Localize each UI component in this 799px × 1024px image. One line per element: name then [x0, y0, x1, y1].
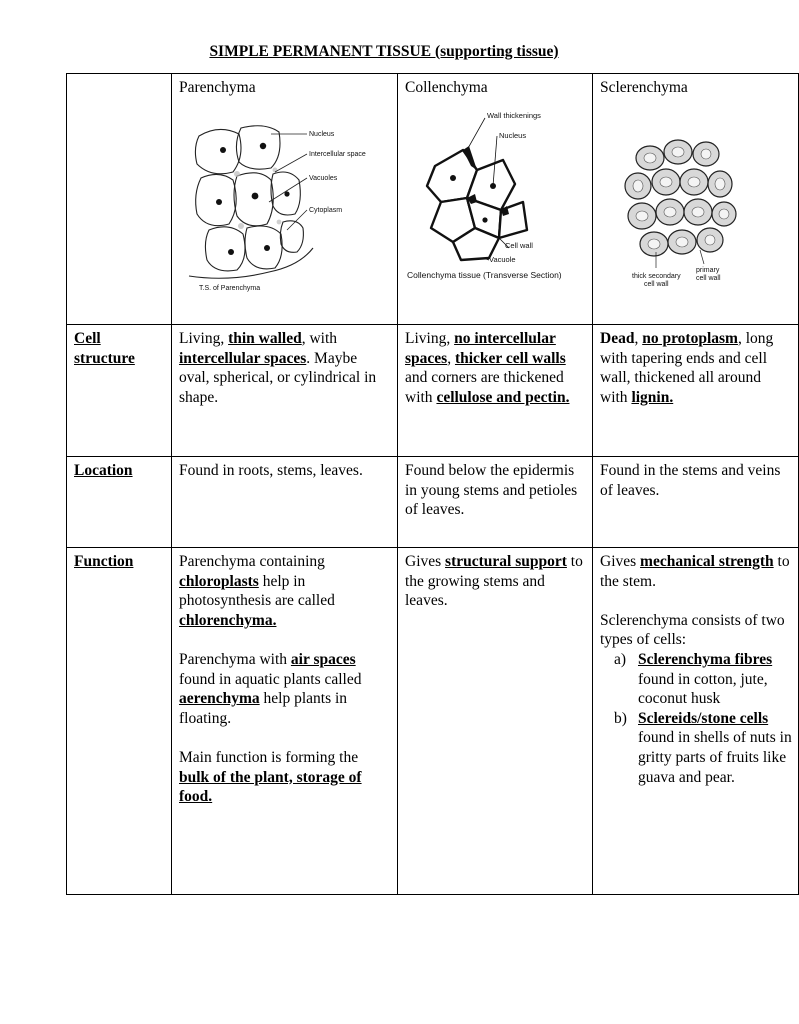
- label-thick-secondary: thick secondary: [632, 272, 681, 280]
- function-collenchyma: Gives structural support to the growing stems and leaves.: [398, 548, 593, 895]
- function-sclerenchyma: [593, 548, 799, 895]
- parenchyma-caption: T.S. of Parenchyma: [199, 284, 261, 292]
- cell-structure-sclerenchyma: Dead, no protoplasm, long with tapering ends and cell wall, thickened all around with lignin.: [593, 325, 799, 457]
- row-cell-structure: [67, 325, 799, 457]
- sclerenchyma-diagram: [600, 106, 775, 291]
- cell-structure-parenchyma: Living, thin walled, with intercellular spaces. Maybe oval, spherical, or cylindrical in shape.: [172, 325, 398, 457]
- label-intercellular-space: Intercellular space: [309, 150, 366, 158]
- list-item: b) Sclereids/stone cells found in shells of nuts in gritty parts of fruits like guava and pear.: [614, 709, 792, 786]
- tissue-comparison-table: [66, 73, 799, 895]
- label-vacuoles: Vacuoles: [309, 174, 338, 182]
- label-cytoplasm: Cytoplasm: [309, 206, 343, 214]
- sclerenchyma-cell-types-list: [600, 650, 792, 787]
- corner-cell: [67, 74, 172, 325]
- location-collenchyma: Found below the epidermis in young stems and petioles of leaves.: [398, 457, 593, 548]
- label-cell-wall: Cell wall: [505, 240, 533, 250]
- header-parenchyma: [172, 74, 398, 325]
- header-collenchyma-label: Collenchyma: [405, 79, 488, 96]
- header-parenchyma-label: Parenchyma: [179, 79, 256, 96]
- row-label-cell-structure: Cell structure: [67, 325, 172, 457]
- location-sclerenchyma: Found in the stems and veins of leaves.: [593, 457, 799, 548]
- row-label-function: Function: [67, 548, 172, 895]
- cell-structure-collenchyma: Living, no intercellular spaces, thicker cell walls and corners are thickened with cellulose and pectin.: [398, 325, 593, 457]
- function-parenchyma-p2: Parenchyma with air spaces found in aquatic plants called aerenchyma help plants in floating.: [179, 650, 362, 727]
- label-wall-thickenings: Wall thickenings: [487, 110, 541, 120]
- header-collenchyma: [398, 74, 593, 325]
- row-function: [67, 548, 799, 895]
- list-item: a) Sclerenchyma fibres found in cotton, jute, coconut husk: [614, 650, 773, 708]
- row-label-location: Location: [67, 457, 172, 548]
- label-primary-cell-wall: cell wall: [696, 274, 721, 282]
- row-location: [67, 457, 799, 548]
- function-sclerenchyma-intro: Sclerenchyma consists of two types of cells:: [600, 611, 785, 649]
- header-sclerenchyma-label: Sclerenchyma: [600, 79, 688, 96]
- header-sclerenchyma: [593, 74, 799, 325]
- collenchyma-diagram: [405, 106, 570, 286]
- location-parenchyma: Found in roots, stems, leaves.: [172, 457, 398, 548]
- function-sclerenchyma-p1: Gives mechanical strength to the stem.: [600, 553, 790, 590]
- parenchyma-diagram: [179, 106, 369, 296]
- function-parenchyma: [172, 548, 398, 895]
- label-vacuole: Vacuole: [489, 254, 516, 264]
- label-primary: primary: [696, 266, 720, 274]
- label-collenchyma-nucleus: Nucleus: [499, 130, 527, 140]
- label-nucleus: Nucleus: [309, 130, 335, 138]
- function-parenchyma-p3: Main function is forming the bulk of the plant, storage of food.: [179, 748, 362, 806]
- label-secondary-cell-wall: cell wall: [644, 280, 669, 288]
- page-title: SIMPLE PERMANENT TISSUE (supporting tissue): [209, 43, 559, 60]
- header-row: [67, 74, 799, 325]
- collenchyma-caption: Collenchyma tissue (Transverse Section): [407, 269, 562, 280]
- function-parenchyma-p1: Parenchyma containing chloroplasts help in photosynthesis are called chlorenchyma.: [179, 553, 335, 629]
